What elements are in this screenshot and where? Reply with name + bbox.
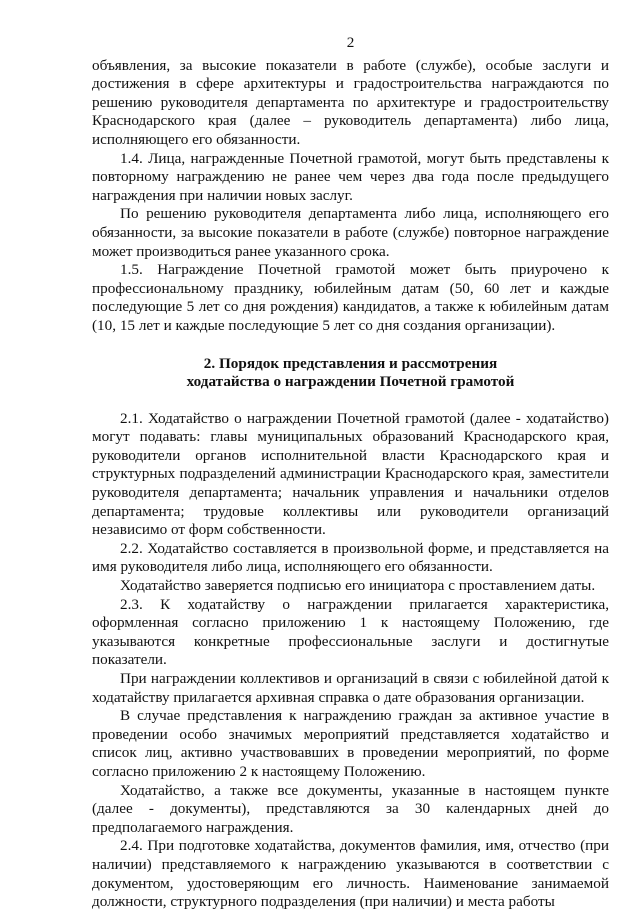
page-number: 2 (346, 34, 355, 51)
paragraph-archive-certificate: При награждении коллективов и организаций в связи с юбилейной датой к ходатайству прилагается архивная справка о дате образования организации. (92, 670, 609, 706)
paragraph-2-3: 2.3. К ходатайству о награждении прилагается характеристика, оформленная согласно приложению 1 к настоящему Положению, где указываются конкретные профессиональные заслуги и достигнутые показатели. (92, 595, 609, 669)
spacer (92, 392, 609, 410)
paragraph-2-2: 2.2. Ходатайство составляется в произвольной форме, и представляется на имя руководителя либо лица, исполняющего его обязанности. (92, 539, 609, 576)
section-heading-line-2: ходатайства о награждении Почетной грамотой (186, 373, 515, 391)
paragraph-signature: Ходатайство заверяется подписью его инициатора с проставлением даты. (120, 577, 596, 595)
paragraph-repeat-award: По решению руководителя департамента либо лица, исполняющего его обязанности, за высокие показатели в работе (службе) повторное награждение может производиться ранее указанного срока. (92, 205, 609, 260)
paragraph-1-4: 1.4. Лица, награжденные Почетной грамотой, могут быть представлены к повторному награждению не ранее чем через два года после предыдущего награждения при наличии новых заслуг. (92, 149, 609, 204)
paragraph-2-1: 2.1. Ходатайство о награждении Почетной грамотой (далее - ходатайство) могут подавать: главы муниципальных образований Краснодарского края, руководители органов исполнительной власти Краснодарского края и структурных подразделений администрации Краснодарского края, заместители руководителя департамента; начальник управления и начальники отделов департамента; трудовые коллективы или руководители организаций независимо от форм собственности. (92, 409, 609, 539)
section-heading-line-1: 2. Порядок представления и рассмотрения (203, 354, 498, 372)
section-heading (92, 355, 609, 392)
paragraph-1-5: 1.5. Награждение Почетной грамотой может быть приурочено к профессиональному празднику, юбилейным датам (50, 60 лет и каждые последующие 5 лет со дня рождения) кандидатов, а также к юбилейным датам (10, 15 лет и каждые последующие 5 лет со дня создания организации). (92, 261, 609, 334)
paragraph-deadline: Ходатайство, а также все документы, указанные в настоящем пункте (далее - документы), представляются за 30 календарных дней до предполагаемого награждения. (92, 781, 609, 836)
paragraph-continuation: объявления, за высокие показатели в работе (службе), особые заслуги и достижения в сфере архитектуры и градостроительства награждаются по решению руководителя департамента по архитектуре и градостроительству Краснодарского края (далее – руководитель департамента) либо лица, исполняющего его обязанности. (92, 56, 609, 148)
paragraph-events-list: В случае представления к награждению граждан за активное участие в проведении особо значимых мероприятий представляется ходатайство и список лиц, активно участвовавших в проведении мероприятий, по форме согласно приложению 2 к настоящему Положению. (92, 707, 609, 780)
paragraph-2-4: 2.4. При подготовке ходатайства, документов фамилия, имя, отчество (при наличии) представляемого к награждению указываются в соответствии с документом, удостоверяющим его личность. Наименование занимаемой должности, структурного подразделения (при наличии) и места работы (92, 837, 609, 911)
